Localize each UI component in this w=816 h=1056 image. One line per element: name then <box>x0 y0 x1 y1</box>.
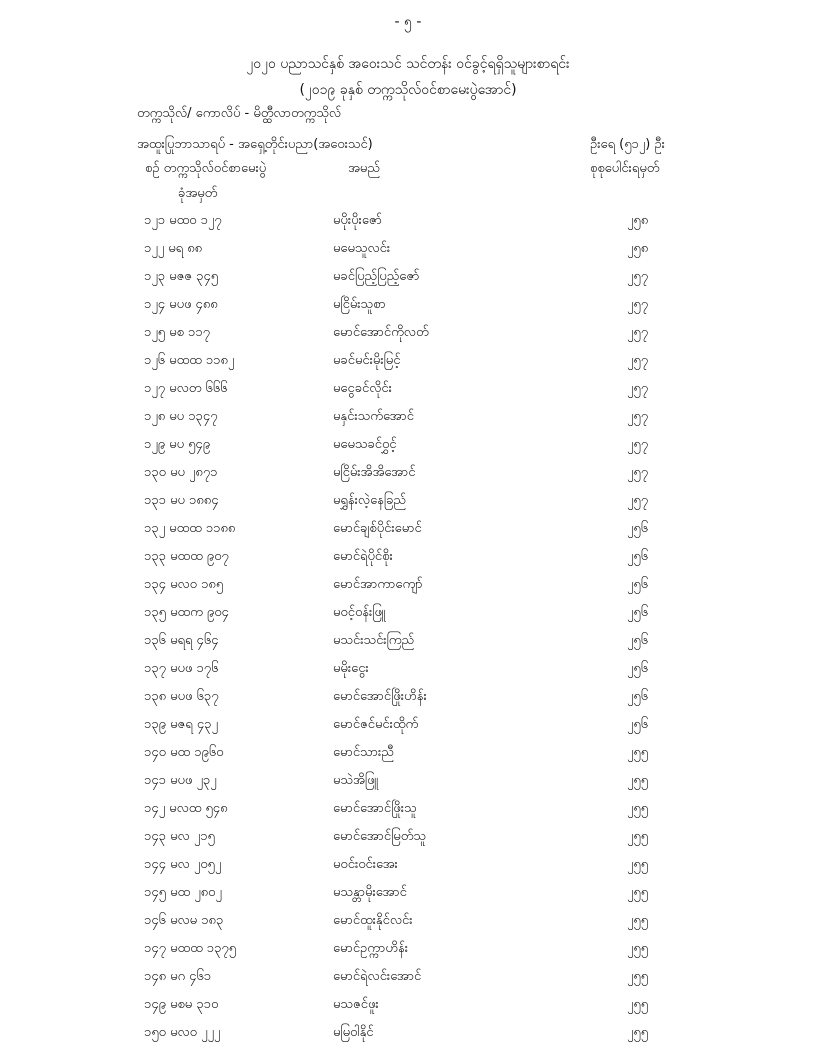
roll-number: ၁၃၅ မထက ၉၀၄ <box>144 605 229 620</box>
total-marks: ၂၅၅ <box>627 997 649 1012</box>
roll-number: ၁၂၅ မစ ၁၁၇ <box>144 325 210 340</box>
student-name: မဝင့်ဝန်းဖြူ <box>333 605 386 620</box>
roll-number: ၁၃၀ မပ ၂၈၇၁ <box>144 465 218 480</box>
total-marks: ၂၅၆ <box>627 549 649 564</box>
total-marks: ၂၅၇ <box>627 353 649 368</box>
roll-number: ၁၃၃ မထထ ၉၀၇ <box>144 549 229 564</box>
total-marks: ၂၅၇ <box>627 297 649 312</box>
table-row <box>0 990 816 1018</box>
student-name: မောင်ဥက္ကာဟိန်း <box>333 941 409 956</box>
student-name: မောင်ရဲပိုင်စိုး <box>333 549 393 564</box>
student-name: မောင်သားညီ <box>333 745 394 760</box>
roll-number: ၁၄၄ မလ ၂၀၅၂ <box>144 857 222 872</box>
student-name: မရွှန်းလဲ့နေခြည် <box>333 493 406 508</box>
total-marks: ၂၅၇ <box>627 269 649 284</box>
student-name: မနှင်းသက်အောင် <box>333 409 414 424</box>
student-name: မောင်အောင်မြတ်သူ <box>333 829 426 844</box>
total-marks: ၂၅၆ <box>627 661 649 676</box>
roll-number: ၁၂၈ မပ ၁၃၄၇ <box>144 409 218 424</box>
table-row <box>0 738 816 766</box>
header-total-marks: စုစုပေါင်းရမှတ် <box>590 161 660 176</box>
table-row <box>0 654 816 682</box>
table-row <box>0 542 816 570</box>
total-marks: ၂၅၇ <box>627 381 649 396</box>
roll-number: ၁၃၁ မပ ၁၈၈၄ <box>144 493 219 508</box>
total-marks: ၂၅၅ <box>627 969 649 984</box>
student-name: မမေသူလင်း <box>333 241 391 256</box>
table-row <box>0 1018 816 1046</box>
total-marks: ၂၅၅ <box>627 941 649 956</box>
table-row <box>0 570 816 598</box>
total-marks: ၂၅၈ <box>627 241 649 256</box>
student-name: မောင်အောင်ဖြိုးဟိန်း <box>333 689 427 704</box>
header-name: အမည် <box>348 161 380 176</box>
student-name: မငွေခင်လိုင်း <box>333 381 392 396</box>
student-count: ဦးရေ (၅၁၂) ဦး <box>590 137 665 152</box>
student-name: မသဲအိဖြူ <box>333 773 379 788</box>
table-row <box>0 962 816 990</box>
roll-number: ၁၄၆ မလမ ၁၈၃ <box>144 913 224 928</box>
table-row <box>0 430 816 458</box>
student-name: မောင်အောင်ကိုလတ် <box>333 325 429 340</box>
roll-number: ၁၃၄ မလဝ ၁၈၅ <box>144 577 224 592</box>
total-marks: ၂၅၇ <box>627 409 649 424</box>
student-name: မငြိမ်းအိအိအောင် <box>333 465 416 480</box>
roll-number: ၁၃၆ မရရ ၄၆၄ <box>144 633 219 648</box>
roll-number: ၁၄၉ မစမ ၃၁၀ <box>144 997 219 1012</box>
student-name: မဝင်းဝင်းအေး <box>333 857 398 872</box>
total-marks: ၂၅၆ <box>627 633 649 648</box>
roll-number: ၁၃၈ မပဖ ၆၃၇ <box>144 689 219 704</box>
table-row <box>0 878 816 906</box>
total-marks: ၂၅၆ <box>627 605 649 620</box>
table-row <box>0 514 816 542</box>
total-marks: ၂၅၇ <box>627 325 649 340</box>
table-row <box>0 234 816 262</box>
roll-number: ၁၃၂ မထထ ၁၁၈၈ <box>144 521 236 536</box>
table-row <box>0 318 816 346</box>
table-row <box>0 458 816 486</box>
page-number: - ၅ - <box>394 14 422 30</box>
total-marks: ၂၅၅ <box>627 801 649 816</box>
total-marks: ၂၅၆ <box>627 717 649 732</box>
total-marks: ၂၅၈ <box>627 213 649 228</box>
roll-number: ၁၄၈ မဂ ၄၆၁ <box>144 969 212 984</box>
table-row <box>0 598 816 626</box>
table-row <box>0 934 816 962</box>
total-marks: ၂၅၇ <box>627 465 649 480</box>
table-row <box>0 906 816 934</box>
table-row <box>0 374 816 402</box>
table-row <box>0 262 816 290</box>
student-name: မမြဝါနိုင် <box>333 1025 374 1040</box>
roll-number: ၁၅၀ မလဝ ၂၂၂ <box>144 1025 221 1040</box>
roll-number: ၁၂၂ မရ ၈၈ <box>144 241 203 256</box>
student-name: မသဇင်ဖူး <box>333 997 379 1012</box>
table-row <box>0 486 816 514</box>
document-subtitle: (၂၀၁၉ ခုနှစ် တက္ကသိုလ်ဝင်စာမေးပွဲအောင်) <box>299 82 517 98</box>
table-row <box>0 850 816 878</box>
table-row <box>0 710 816 738</box>
table-row <box>0 290 816 318</box>
total-marks: ၂၅၇ <box>627 437 649 452</box>
student-name: မမိုးငွေး <box>333 661 369 676</box>
total-marks: ၂၅၆ <box>627 521 649 536</box>
roll-number: ၁၄၇ မထထ ၁၃၇၅ <box>144 941 237 956</box>
roll-number: ၁၄၁ မပဖ ၂၃၂ <box>144 773 217 788</box>
roll-number: ၁၂၆ မထထ ၁၁၈၂ <box>144 353 235 368</box>
student-name: မောင်ရဲလင်းအောင် <box>333 969 422 984</box>
subject-line: အထူးပြုဘာသာရပ် - အရှေ့တိုင်းပညာ(အဝေးသင်) <box>137 137 373 152</box>
student-name: မသန္တာမိုးအောင် <box>333 885 407 900</box>
table-row <box>0 794 816 822</box>
roll-number: ၁၃၇ မပဖ ၁၇၆ <box>144 661 219 676</box>
total-marks: ၂၅၆ <box>627 689 649 704</box>
student-name: မခင်ပြည့်ပြည့်ဇော် <box>333 269 420 284</box>
student-name: မောင်အောင်ဖြိုးသူ <box>333 801 417 816</box>
table-row <box>0 402 816 430</box>
total-marks: ၂၅၅ <box>627 913 649 928</box>
university-line: တက္ကသိုလ်/ ကောလိပ် - မိတ္ထီလာတက္ကသိုလ် <box>137 106 342 121</box>
student-name: မပိုးပိုးဇော် <box>333 213 382 228</box>
header-roll-number-cont: ခုံအမှတ် <box>178 186 218 201</box>
roll-number: ၁၄၃ မလ ၂၁၅ <box>144 829 215 844</box>
header-roll-number: စဉ် တက္ကသိုလ်ဝင်စာမေးပွဲ <box>145 161 267 176</box>
roll-number: ၁၂၃ မဇဇ ၃၄၅ <box>144 269 219 284</box>
table-row <box>0 682 816 710</box>
student-name: မသင်းသင်းကြည် <box>333 633 415 648</box>
table-row <box>0 626 816 654</box>
total-marks: ၂၅၅ <box>627 745 649 760</box>
table-row <box>0 346 816 374</box>
roll-number: ၁၃၉ မဇရ ၄၃၂ <box>144 717 218 732</box>
roll-number: ၁၄၅ မထ ၂၈၀၂ <box>144 885 222 900</box>
roll-number: ၁၂၉ မပ ၅၄၉ <box>144 437 211 452</box>
table-row <box>0 206 816 234</box>
results-list <box>0 206 816 1046</box>
student-name: မငြိမ်းသူစာ <box>333 297 386 312</box>
roll-number: ၁၂၁ မထဝ ၁၂၇ <box>144 213 222 228</box>
total-marks: ၂၅၇ <box>627 493 649 508</box>
total-marks: ၂၅၅ <box>627 885 649 900</box>
student-name: မောင်အာကာကျော် <box>333 577 423 592</box>
student-name: မခင်မင်းမိုးမြင့် <box>333 353 401 368</box>
roll-number: ၁၄၀ မထ ၁၉၆၀ <box>144 745 224 760</box>
total-marks: ၂၅၅ <box>627 857 649 872</box>
table-row <box>0 766 816 794</box>
roll-number: ၁၂၇ မလတ ၆၆၆ <box>144 381 228 396</box>
student-name: မောင်ချစ်ပိုင်းမောင် <box>333 521 422 536</box>
document-title: ၂၀၂၀ ပညာသင်နှစ် အဝေးသင် သင်တန်း ဝင်ခွင့်ရရှိသူများစာရင်း <box>246 56 570 72</box>
student-name: မမေသခင်ဝွှင့် <box>333 437 397 452</box>
student-name: မောင်ထူးနိုင်လင်း <box>333 913 413 928</box>
student-name: မောင်ဇင်မင်းထိုက် <box>333 717 419 732</box>
table-row <box>0 822 816 850</box>
roll-number: ၁၂၄ မပဖ ၄၈၈ <box>144 297 218 312</box>
total-marks: ၂၅၆ <box>627 577 649 592</box>
total-marks: ၂၅၅ <box>627 829 649 844</box>
total-marks: ၂၅၅ <box>627 773 649 788</box>
roll-number: ၁၄၂ မလထ ၅၄၈ <box>144 801 228 816</box>
total-marks: ၂၅၅ <box>627 1025 649 1040</box>
